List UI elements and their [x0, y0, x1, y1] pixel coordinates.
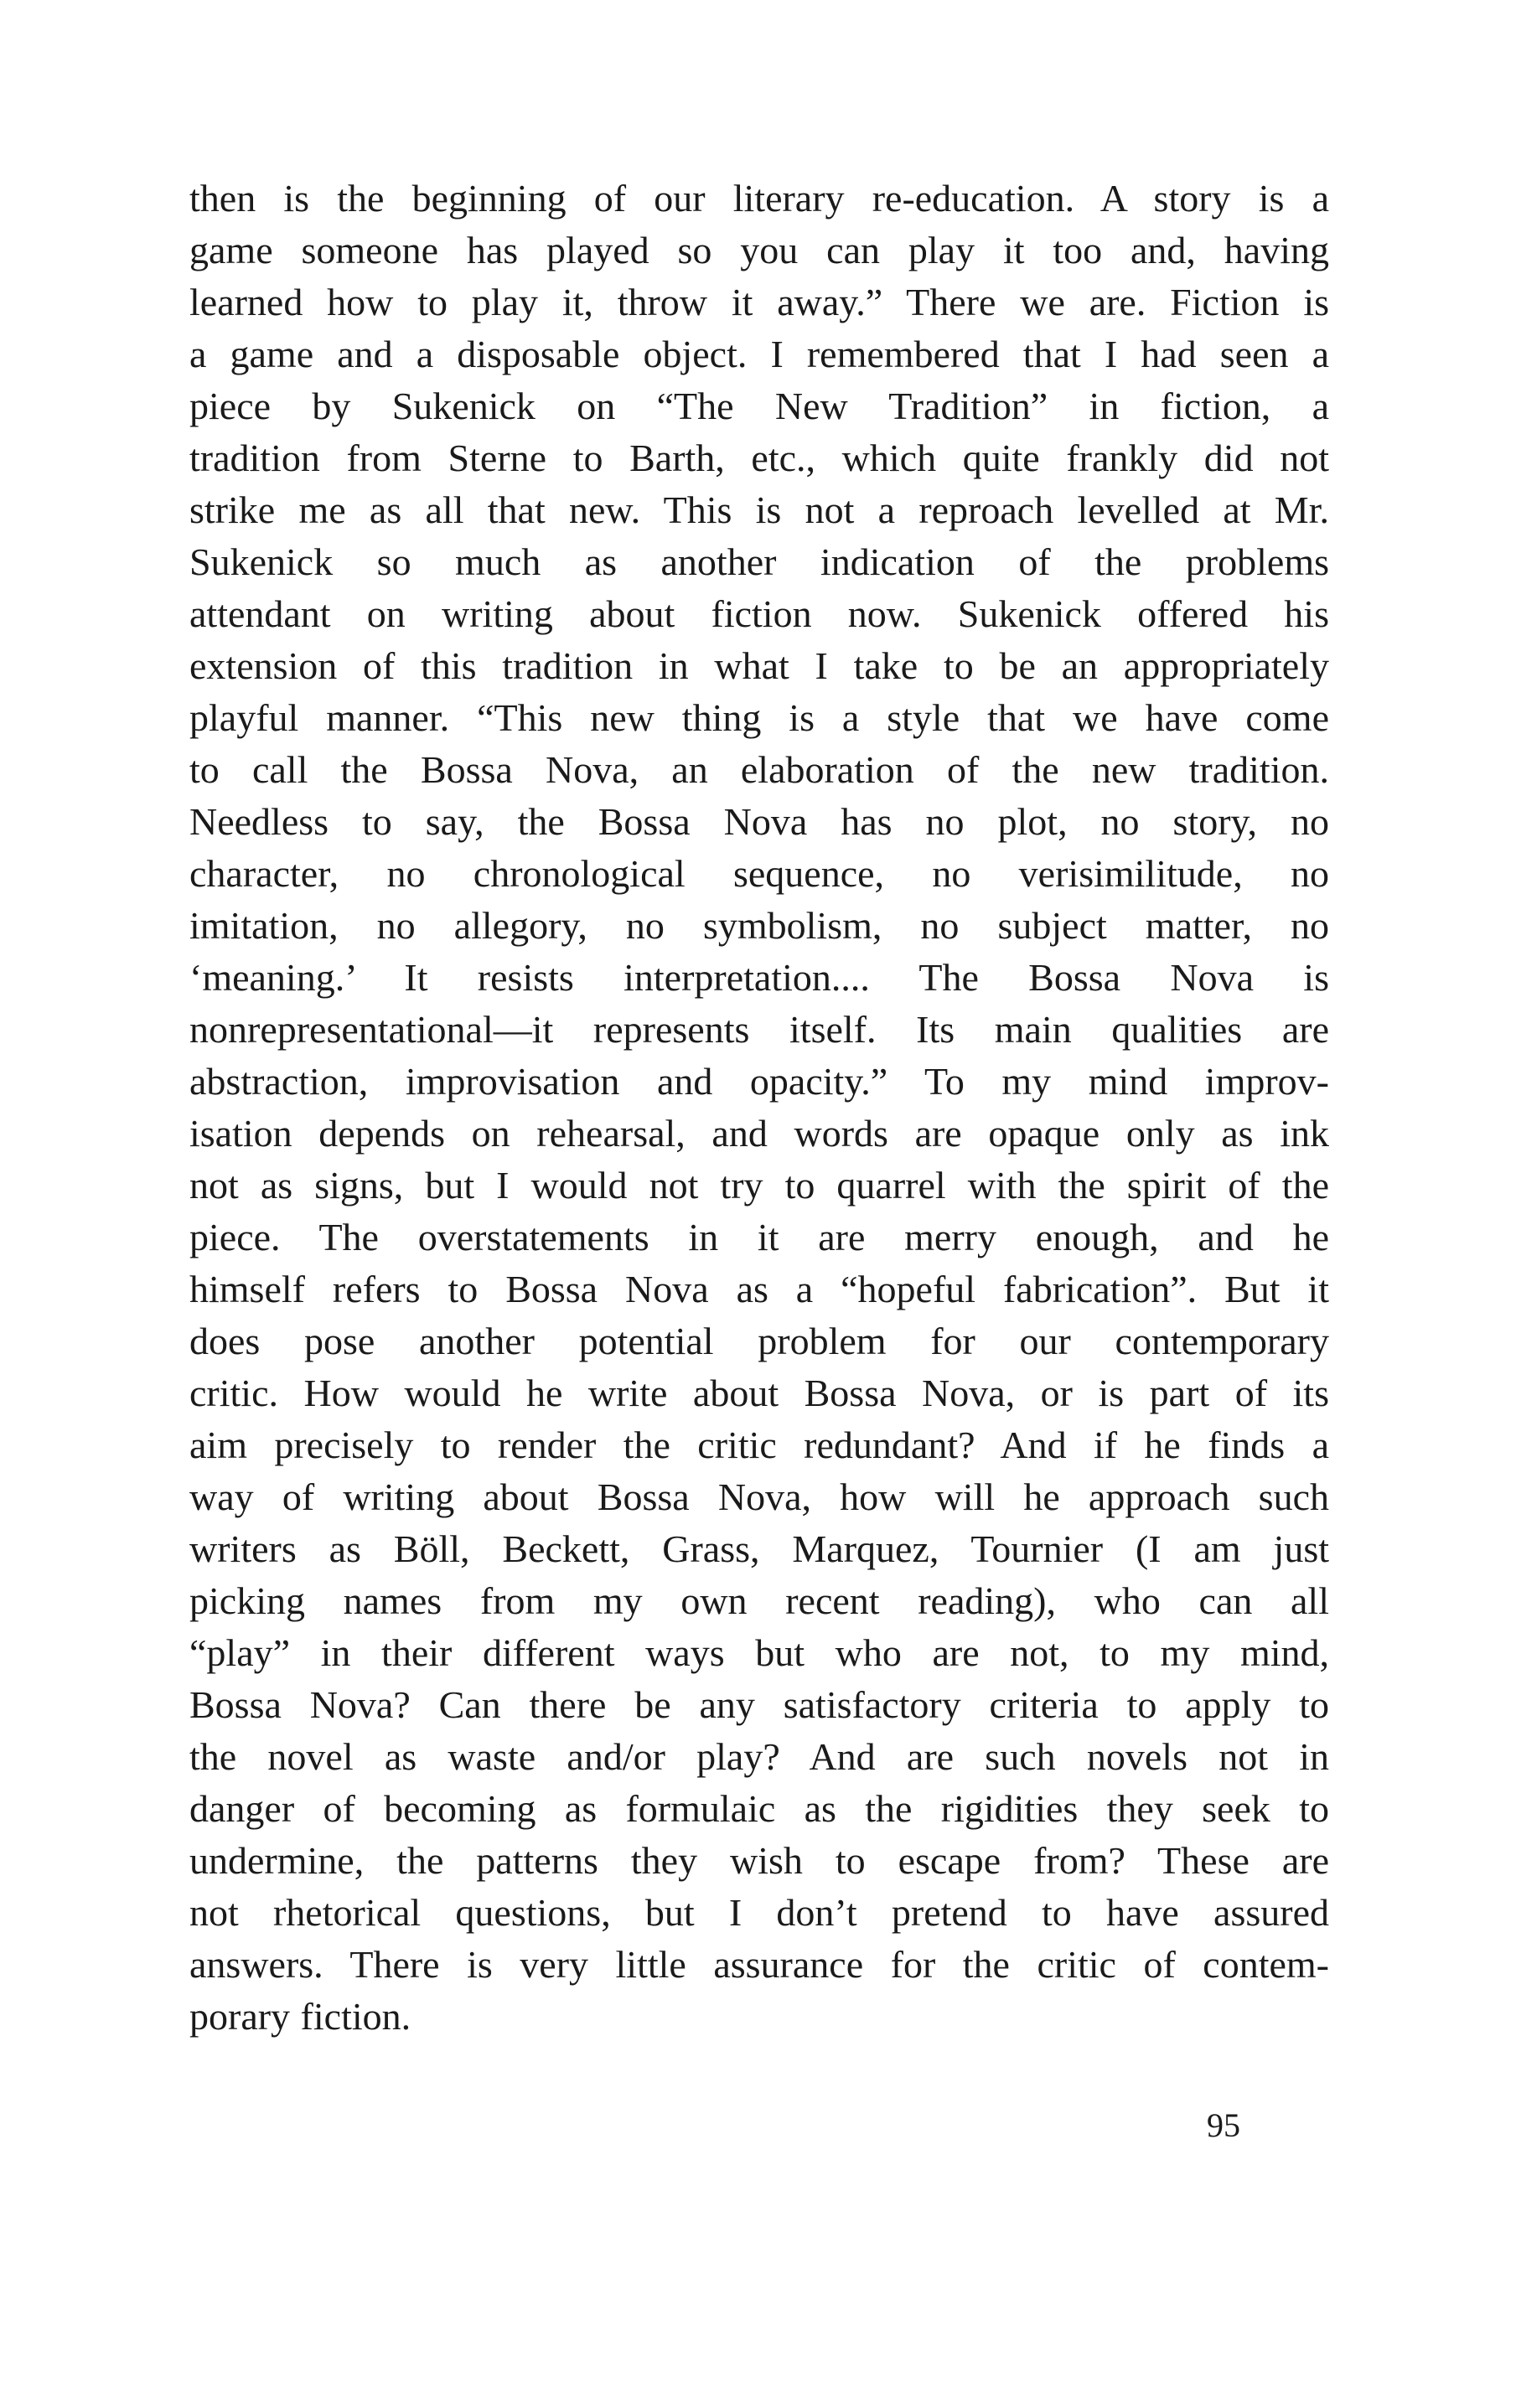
text-line: not as signs, but I would not try to quarrel with the spirit of the: [189, 1164, 1329, 1207]
text-line: game someone has played so you can play it too and, having: [189, 229, 1329, 271]
text-line: nonrepresentational—it represents itself. Its main qualities are: [189, 1008, 1329, 1051]
text-line: piece. The overstatements in it are merry enough, and he: [189, 1216, 1329, 1258]
text-line: writers as Böll, Beckett, Grass, Marquez, Tournier (I am just: [189, 1527, 1329, 1570]
text-line: himself refers to Bossa Nova as a “hopeful fabrication”. But it: [189, 1268, 1329, 1310]
text-line: isation depends on rehearsal, and words are opaque only as ink: [189, 1112, 1329, 1155]
text-line: Needless to say, the Bossa Nova has no plot, no story, no: [189, 800, 1329, 843]
page-number: 95: [1207, 2106, 1240, 2144]
text-line: “play” in their different ways but who are not, to my mind,: [189, 1631, 1329, 1674]
text-line: character, no chronological sequence, no verisimilitude, no: [189, 852, 1329, 895]
text-line: playful manner. “This new thing is a style that we have come: [189, 696, 1329, 739]
text-line: abstraction, improvisation and opacity.” To my mind improv-: [189, 1060, 1329, 1103]
text-line: attendant on writing about fiction now. Sukenick offered his: [189, 592, 1329, 635]
text-line: undermine, the patterns they wish to escape from? These are: [189, 1839, 1329, 1882]
text-line: the novel as waste and/or play? And are such novels not in: [189, 1735, 1329, 1778]
text-line: to call the Bossa Nova, an elaboration of the new tradition.: [189, 748, 1329, 791]
text-line: answers. There is very little assurance for the critic of contem-: [189, 1943, 1329, 1986]
text-line: Sukenick so much as another indication of the problems: [189, 540, 1329, 583]
text-line: aim precisely to render the critic redundant? And if he finds a: [189, 1424, 1329, 1466]
text-line: imitation, no allegory, no symbolism, no subject matter, no: [189, 904, 1329, 947]
text-line: tradition from Sterne to Barth, etc., which quite frankly did not: [189, 437, 1329, 479]
text-line: Bossa Nova? Can there be any satisfactory criteria to apply to: [189, 1683, 1329, 1726]
body-text: [189, 173, 1329, 2043]
text-line: does pose another potential problem for our contemporary: [189, 1320, 1329, 1362]
text-line: then is the beginning of our literary re-education. A story is a: [189, 177, 1329, 220]
text-line: a game and a disposable object. I remembered that I had seen a: [189, 333, 1329, 375]
text-line: learned how to play it, throw it away.” There we are. Fiction is: [189, 281, 1329, 323]
text-line: ‘meaning.’ It resists interpretation.... The Bossa Nova is: [189, 956, 1329, 999]
text-line: critic. How would he write about Bossa Nova, or is part of its: [189, 1372, 1329, 1414]
text-line: strike me as all that new. This is not a reproach levelled at Mr.: [189, 488, 1329, 531]
text-line: not rhetorical questions, but I don’t pretend to have assured: [189, 1891, 1329, 1934]
text-line: picking names from my own recent reading), who can all: [189, 1579, 1329, 1622]
text-line: extension of this tradition in what I take to be an appropriately: [189, 644, 1329, 687]
text-line: porary fiction.: [189, 1995, 411, 2038]
text-line: danger of becoming as formulaic as the rigidities they seek to: [189, 1787, 1329, 1830]
text-line: piece by Sukenick on “The New Tradition” in fiction, a: [189, 385, 1329, 427]
text-line: way of writing about Bossa Nova, how will he approach such: [189, 1475, 1329, 1518]
